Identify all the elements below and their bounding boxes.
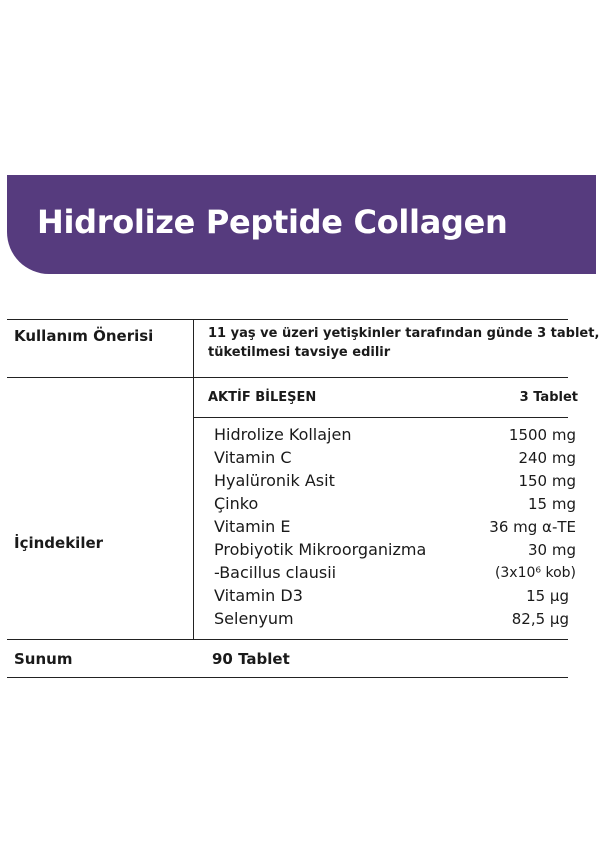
ingredient-name: -Bacillus clausii (214, 563, 337, 582)
ingredient-amount: (3x10⁶ kob) (494, 565, 576, 581)
ingredients-divider (7, 639, 568, 640)
table-bottom-divider (7, 677, 568, 678)
ingredient-amount: 1500 mg (508, 426, 576, 444)
ingredient-amount: 82,5 µg (511, 610, 569, 628)
ingredient-name: Probiyotik Mikroorganizma (214, 540, 427, 559)
ingredient-name: Selenyum (214, 609, 294, 628)
ingredient-name: Hidrolize Kollajen (214, 425, 352, 444)
column-divider (193, 319, 194, 640)
usage-text-line2: tüketilmesi tavsiye edilir (208, 345, 391, 360)
ingredients-label: İçindekiler (14, 534, 104, 552)
ingredient-name: Vitamin C (214, 448, 292, 467)
ingredients-header-divider (194, 417, 568, 418)
ingredients-header-name: AKTİF BİLEŞEN (208, 390, 317, 405)
presentation-value: 90 Tablet (212, 650, 290, 668)
ingredient-amount: 30 mg (528, 541, 576, 559)
ingredients-header-amount: 3 Tablet (519, 390, 578, 405)
ingredient-name: Vitamin D3 (214, 586, 303, 605)
usage-label: Kullanım Önerisi (14, 327, 154, 345)
ingredient-amount: 15 µg (526, 587, 569, 605)
ingredient-amount: 36 mg α-TE (489, 518, 576, 536)
ingredient-amount: 150 mg (518, 472, 576, 490)
table-top-divider (7, 319, 568, 320)
ingredient-name: Vitamin E (214, 517, 291, 536)
ingredient-name: Hyalüronik Asit (214, 471, 335, 490)
ingredient-name: Çinko (214, 494, 259, 513)
product-title: Hidrolize Peptide Collagen (37, 203, 508, 241)
ingredient-amount: 240 mg (518, 449, 576, 467)
presentation-label: Sunum (14, 650, 73, 668)
usage-text-line1: 11 yaş ve üzeri yetişkinler tarafından günde 3 tablet, (208, 326, 600, 341)
usage-divider (7, 377, 568, 378)
ingredient-amount: 15 mg (528, 495, 576, 513)
title-banner (7, 175, 596, 274)
